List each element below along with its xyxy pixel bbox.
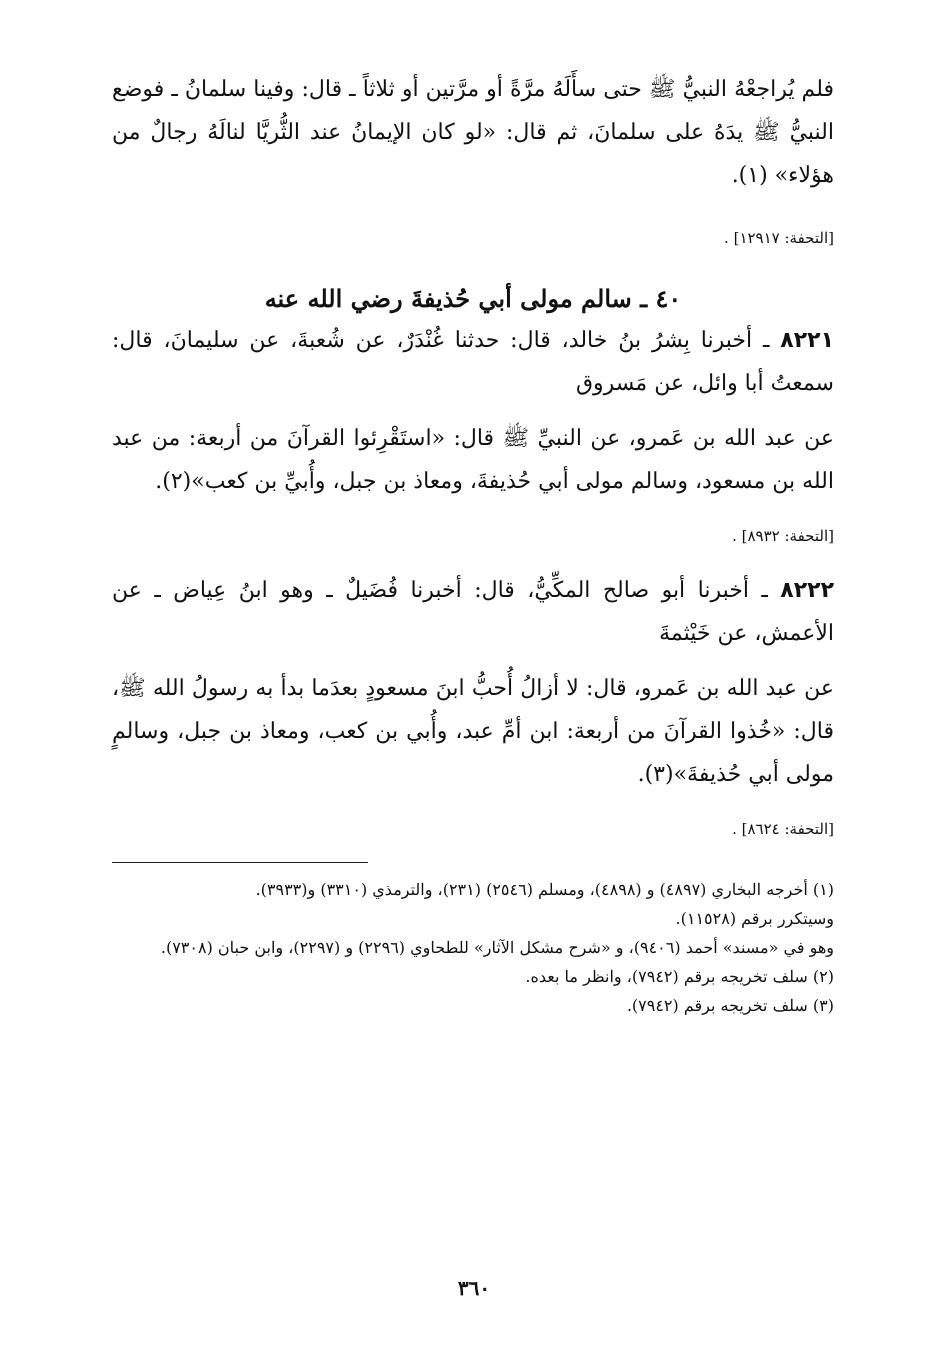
page-body [112,68,834,1020]
hadith-matn: عن عبد الله بن عَمرو، عن النبيِّ ﷺ قال: «استَقْرِئوا القرآنَ من أربعة: من عبد الله بن مسعود، وسالم مولى أبي حُذيفةَ، ومعاذ بن جبل، وأُبيِّ بن كعب»(٢). [112,426,834,494]
tuhfa-reference: [التحفة: ١٢٩١٧] . [724,229,834,247]
tuhfa-reference: [التحفة: ٨٦٢٤] . [732,820,834,838]
footnote: (٢) سلف تخريجه برقم (٧٩٤٢)، وانظر ما بعده. [525,967,834,986]
isnad-text: ـ أخبرنا بِشرُ بنُ خالد، قال: حدثنا غُنْدَرٌ، عن شُعبةَ، عن سليمانَ، قال: سمعتُ أبا وائل، عن مَسروق [112,328,834,396]
hadith-number: ٨٢٢٢ [780,578,834,603]
section-heading: ٤٠ ـ سالم مولى أبي حُذيفةَ رضي الله عنه [264,284,682,313]
isnad-text: ـ أخبرنا أبو صالح المكِّيُّ، قال: أخبرنا فُضَيلٌ ـ وهو ابنُ عِياض ـ عن الأعمش، عن خَيْثمةَ [112,578,834,646]
hadith-matn: عن عبد الله بن عَمرو، قال: لا أزالُ أُحبُّ ابنَ مسعودٍ بعدَما بدأ به رسولُ الله ﷺ، قال: «خُذوا القرآنَ من أربعة: ابن أمِّ عبد، وأُبي بن كعب، ومعاذ بن جبل، وسالمٍ مولى أبي حُذيفةَ»(٣). [112,676,834,787]
page-number: ٣٦٠ [457,1276,491,1300]
footnote: وهو في «مسند» أحمد (٩٤٠٦)، و «شرح مشكل الآثار» للطحاوي (٢٢٩٦) و (٢٢٩٧)، وابن حبان (٧٣٠٨). [160,938,834,957]
intro-paragraph: فلم يُراجعْهُ النبيُّ ﷺ حتى سأَلَهُ مرَّةً أو مرَّتين أو ثلاثاً ـ قال: وفينا سلمانُ ـ فوضع النبيُّ ﷺ يدَهُ على سلمانَ، ثم قال: «لو كان الإيمانُ عند الثُّريَّا لنالَهُ رجالٌ من هؤلاء» (١). [112,77,834,188]
footnotes [112,875,834,1020]
tuhfa-reference: [التحفة: ٨٩٣٢] . [732,527,834,545]
hadith-number: ٨٢٢١ [780,328,834,353]
hadith-isnad [112,569,834,655]
footnote: وسيتكرر برقم (١١٥٢٨). [675,909,834,928]
hadith-isnad [112,319,834,405]
footnote: (١) أخرجه البخاري (٤٨٩٧) و (٤٨٩٨)، ومسلم (٢٥٤٦) (٢٣١)، والترمذي (٣٣١٠) و(٣٩٣٣). [255,880,834,899]
footnote: (٣) سلف تخريجه برقم (٧٩٤٢). [626,996,834,1015]
